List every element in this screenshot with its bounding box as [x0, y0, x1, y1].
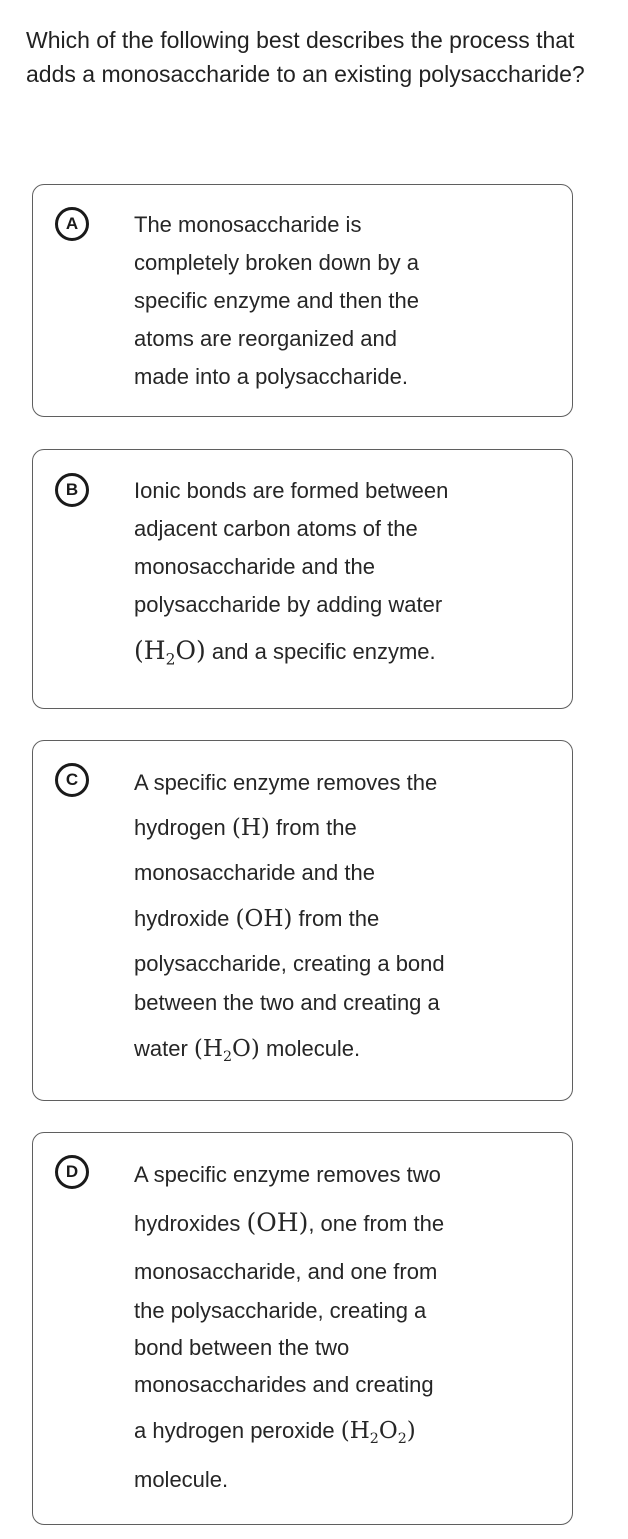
option-letter-c: C: [55, 763, 89, 797]
option-b-line: Ionic bonds are formed between: [134, 478, 449, 503]
water-formula: $(H_2O)$: [134, 636, 206, 669]
option-d-line: hydroxides (OH), one from the: [134, 1208, 445, 1237]
option-a-line: atoms are reorganized and: [134, 326, 397, 351]
option-a-line: completely broken down by a: [134, 250, 419, 275]
option-letter-b: B: [55, 473, 89, 507]
option-c-line: polysaccharide, creating a bond: [134, 951, 445, 976]
option-b-formula-line: $(H_2O)$ and a specific enzyme.: [134, 636, 436, 669]
hydroxide-formula: (OH): [235, 906, 293, 932]
option-d-line: bond between the two: [134, 1335, 350, 1360]
option-c-line: A specific enzyme removes the: [134, 770, 438, 795]
hydroxide-formula: (OH): [246, 1208, 309, 1237]
option-letter-a: A: [55, 207, 89, 241]
option-d-line: the polysaccharide, creating a: [134, 1298, 427, 1323]
option-b-line: adjacent carbon atoms of the: [134, 516, 418, 541]
hydrogen-peroxide-formula: $(H_2O_2)$: [340, 1418, 416, 1447]
option-d-line: A specific enzyme removes two: [134, 1162, 441, 1187]
answer-option-d[interactable]: [32, 1132, 573, 1525]
question-text: Which of the following best describes the process that adds a monosaccharide to an existing polysaccharide?: [26, 27, 585, 87]
option-c-text: [134, 762, 564, 1076]
option-c-line: water $(H_2O)$ molecule.: [134, 1036, 361, 1065]
option-a-line: The monosaccharide is: [134, 212, 362, 237]
option-letter-d: D: [55, 1155, 89, 1189]
option-d-text: [134, 1155, 564, 1502]
option-b-line: monosaccharide and the: [134, 554, 375, 579]
option-d-line: monosaccharides and creating: [134, 1372, 434, 1397]
option-c-line: monosaccharide and the: [134, 860, 375, 885]
option-d-line: molecule.: [134, 1467, 229, 1492]
option-c-line: hydrogen (H) from the: [134, 815, 357, 841]
option-a-line: made into a polysaccharide.: [134, 364, 408, 389]
answer-option-b[interactable]: [32, 449, 573, 709]
option-a-line: specific enzyme and then the: [134, 288, 419, 313]
option-b-text: [134, 472, 564, 679]
option-d-line: a hydrogen peroxide $(H_2O_2)$: [134, 1418, 416, 1447]
answer-option-c[interactable]: [32, 740, 573, 1101]
option-d-line: monosaccharide, and one from: [134, 1259, 438, 1284]
option-c-line: hydroxide (OH) from the: [134, 906, 380, 932]
answer-option-a[interactable]: [32, 184, 573, 417]
hydrogen-formula: (H): [231, 815, 270, 841]
option-a-text: [134, 206, 564, 396]
option-b-line: polysaccharide by adding water: [134, 592, 443, 617]
water-formula: $(H_2O)$: [193, 1036, 260, 1065]
option-c-line: between the two and creating a: [134, 990, 440, 1015]
